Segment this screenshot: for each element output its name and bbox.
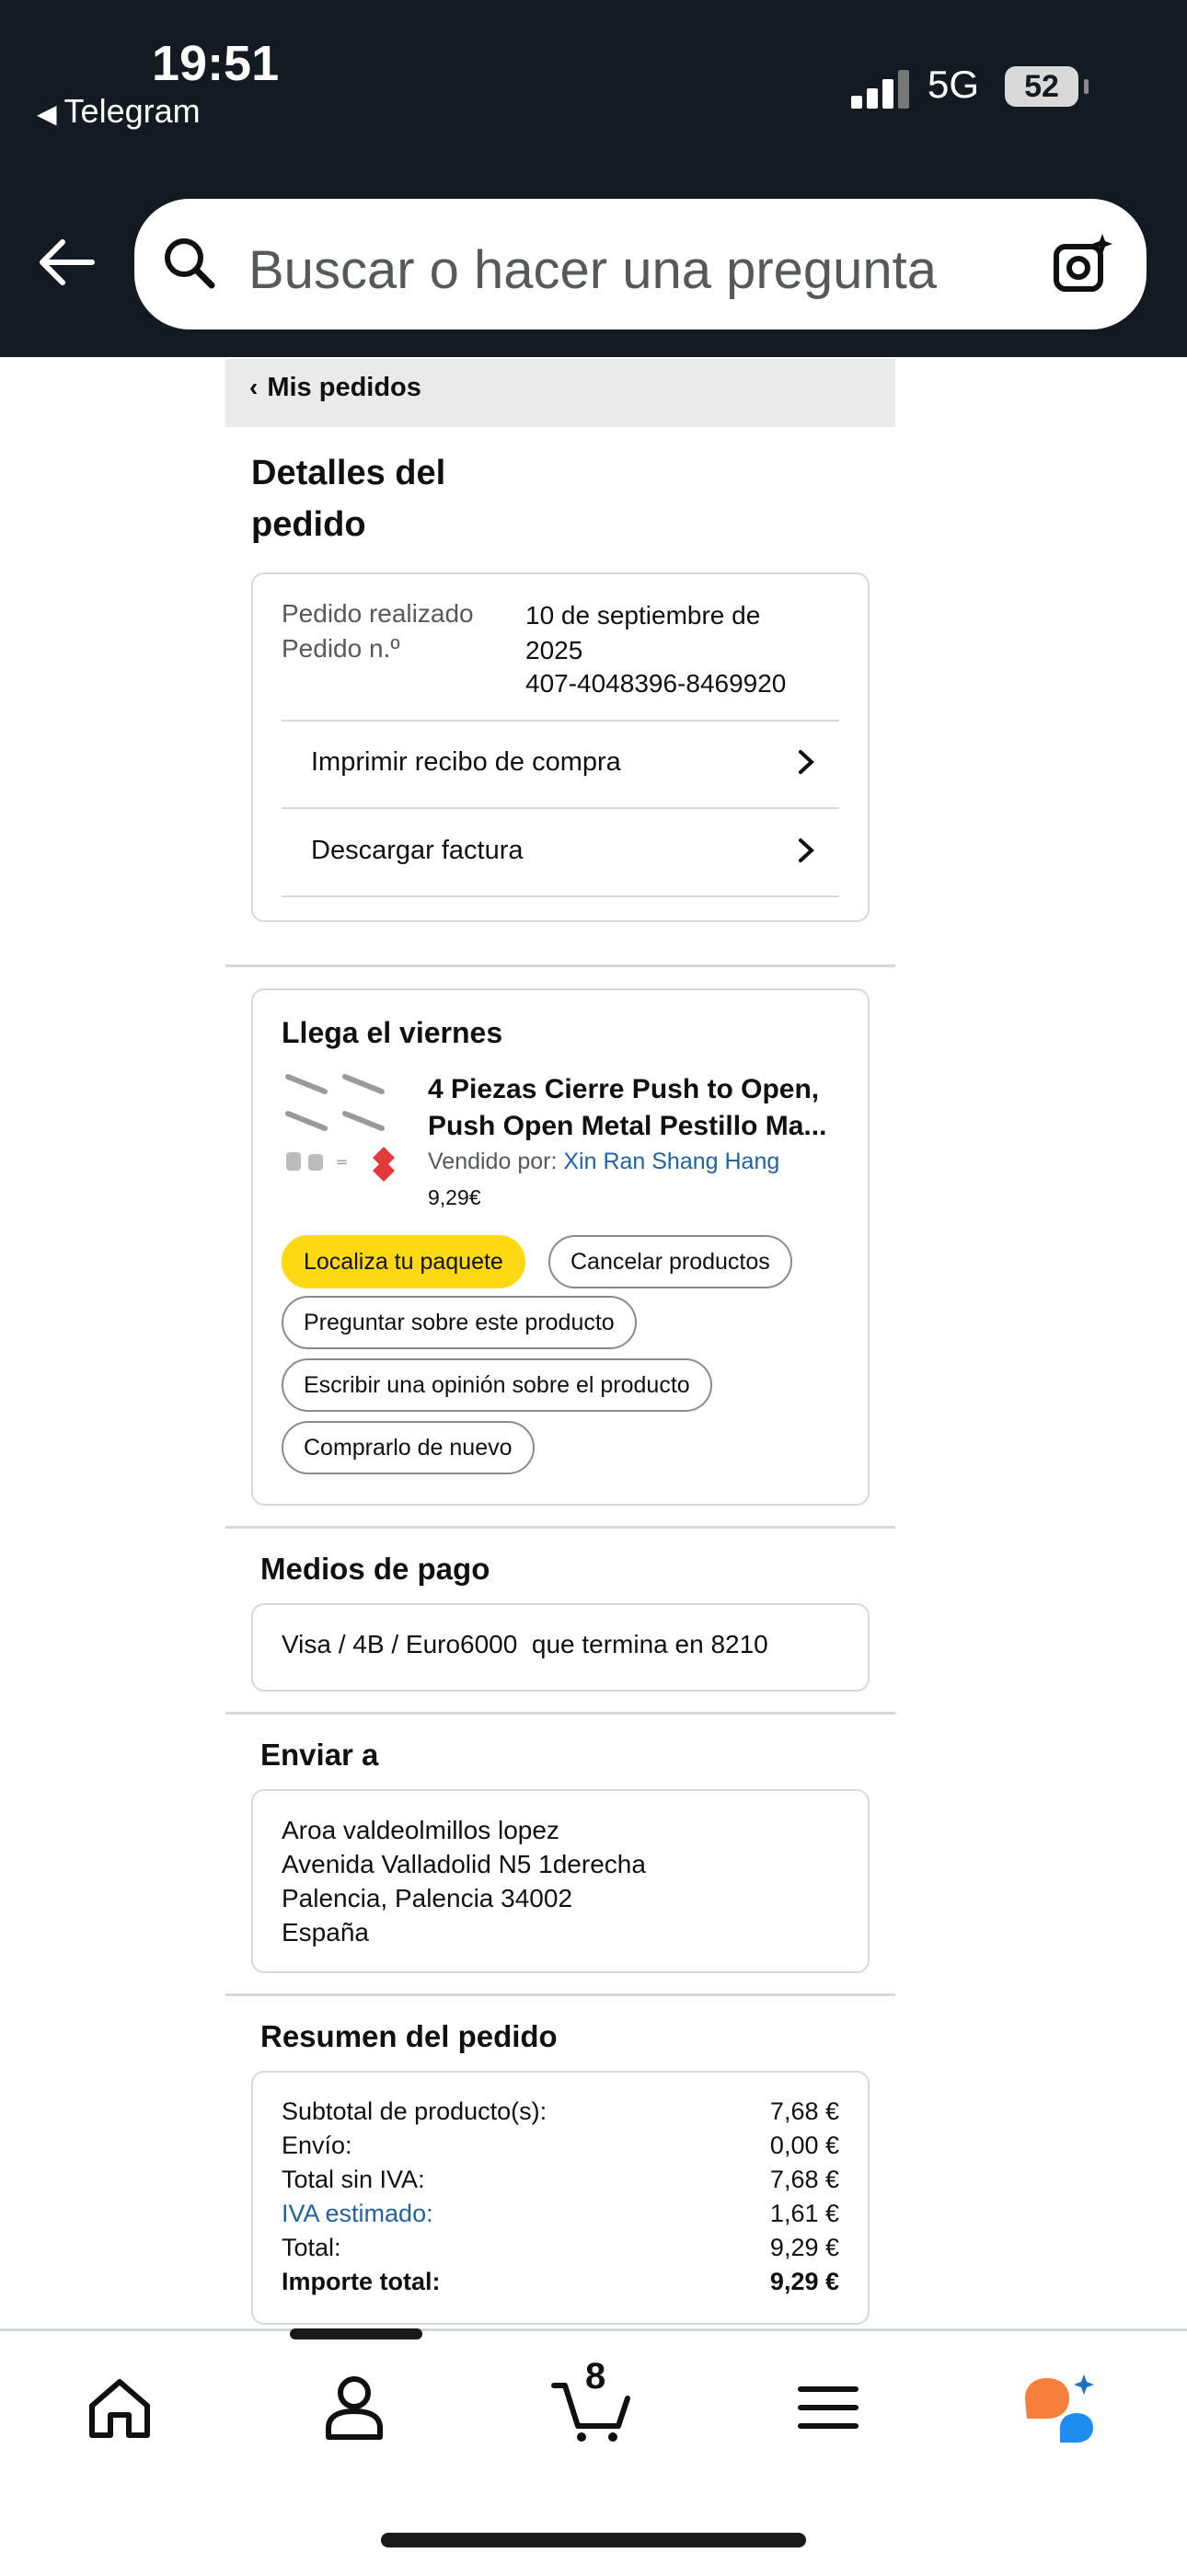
summary-label: Envío: [282,2131,352,2159]
summary-value: 7,68 € [769,2166,839,2193]
ask-about-product-button[interactable]: Preguntar sobre este producto [282,1296,637,1349]
download-invoice-link[interactable]: Descargar factura [311,836,524,865]
back-arrow-icon[interactable] [35,230,99,295]
address-city: Palencia, Palencia 34002 [282,1884,573,1912]
address-name: Aroa valdeolmillos lopez [282,1816,559,1844]
back-to-app-link[interactable] [37,92,201,131]
product-title-link[interactable] [428,1071,851,1145]
breadcrumb-label: Mis pedidos [267,373,421,402]
cancel-products-button[interactable]: Cancelar productos [548,1235,792,1288]
order-number-value: 407-4048396-8469920 [525,669,787,698]
sold-by [428,1149,779,1175]
status-time: 19:51 [152,36,280,91]
grand-total-value: 9,29 € [769,2268,839,2295]
menu-icon[interactable] [791,2371,865,2444]
home-icon[interactable] [83,2371,156,2444]
search-input[interactable]: Buscar o hacer una pregunta [248,240,938,300]
section-divider [225,1993,895,1996]
seller-link[interactable]: Xin Ran Shang Hang [563,1149,780,1174]
camera-lens-icon[interactable] [1051,232,1115,296]
product-title-line2: Push Open Metal Pestillo Ma... [428,1111,827,1141]
section-divider [225,1526,895,1529]
summary-label: Total: [282,2234,341,2261]
top-header [0,0,1187,357]
payment-heading: Medios de pago [260,1552,490,1586]
product-thumbnail[interactable] [281,1068,402,1187]
back-app-label: Telegram [63,92,201,130]
grand-total-label: Importe total: [282,2268,441,2295]
signal-icon [851,66,916,109]
order-placed-label: Pedido realizado [282,599,474,628]
account-icon[interactable] [317,2371,391,2444]
delivery-heading: Llega el viernes [282,1016,503,1049]
print-receipt-link[interactable]: Imprimir recibo de compra [311,747,621,777]
page-title: Detalles del pedido [251,454,446,544]
summary-label: Total sin IVA: [282,2166,425,2193]
breadcrumb[interactable] [225,359,895,427]
search-icon [160,234,219,293]
payment-method: Visa / 4B / Euro6000 que termina en 8210 [282,1630,768,1658]
network-type: 5G [928,63,980,106]
svg-text:=: = [336,1153,349,1171]
summary-value: 1,61 € [769,2200,839,2227]
divider [282,895,839,897]
divider [282,720,839,722]
order-summary-heading: Resumen del pedido [260,2019,558,2053]
product-price: 9,29€ [428,1185,481,1209]
battery-tip [1084,79,1089,94]
address-street: Avenida Valladolid N5 1derecha [282,1850,646,1878]
summary-value: 0,00 € [769,2131,839,2159]
summary-value: 9,29 € [769,2234,839,2261]
chevron-right-icon [793,837,819,863]
order-number-label: Pedido n.º [282,634,400,663]
track-package-button[interactable]: Localiza tu paquete [282,1235,525,1288]
order-date-line1: 10 de septiembre de [525,601,761,630]
product-title-line1: 4 Piezas Cierre Push to Open, [428,1074,820,1104]
write-review-button[interactable]: Escribir una opinión sobre el producto [282,1358,712,1412]
ship-to-heading: Enviar a [260,1738,379,1772]
sold-by-label: Vendido por: [428,1149,558,1174]
order-date-line2: 2025 [525,636,583,664]
summary-value: 7,68 € [769,2097,839,2125]
scroll-indicator [290,2328,422,2339]
rufus-assistant-icon[interactable] [1020,2371,1102,2444]
estimated-vat-link[interactable]: IVA estimado: [282,2200,433,2227]
cart-count-badge: 8 [585,2356,606,2397]
chevron-right-icon [793,749,819,775]
divider [282,807,839,809]
search-bar[interactable] [134,199,1147,329]
battery-icon: 52 [1005,66,1078,107]
back-triangle-icon: ◀ [37,99,57,128]
section-divider [225,1712,895,1715]
section-divider [225,965,895,967]
buy-again-button[interactable]: Comprarlo de nuevo [282,1421,535,1474]
address-country: España [282,1918,369,1946]
home-indicator [381,2533,806,2547]
chevron-left-icon: ‹ [249,373,259,401]
summary-label: Subtotal de producto(s): [282,2097,547,2125]
